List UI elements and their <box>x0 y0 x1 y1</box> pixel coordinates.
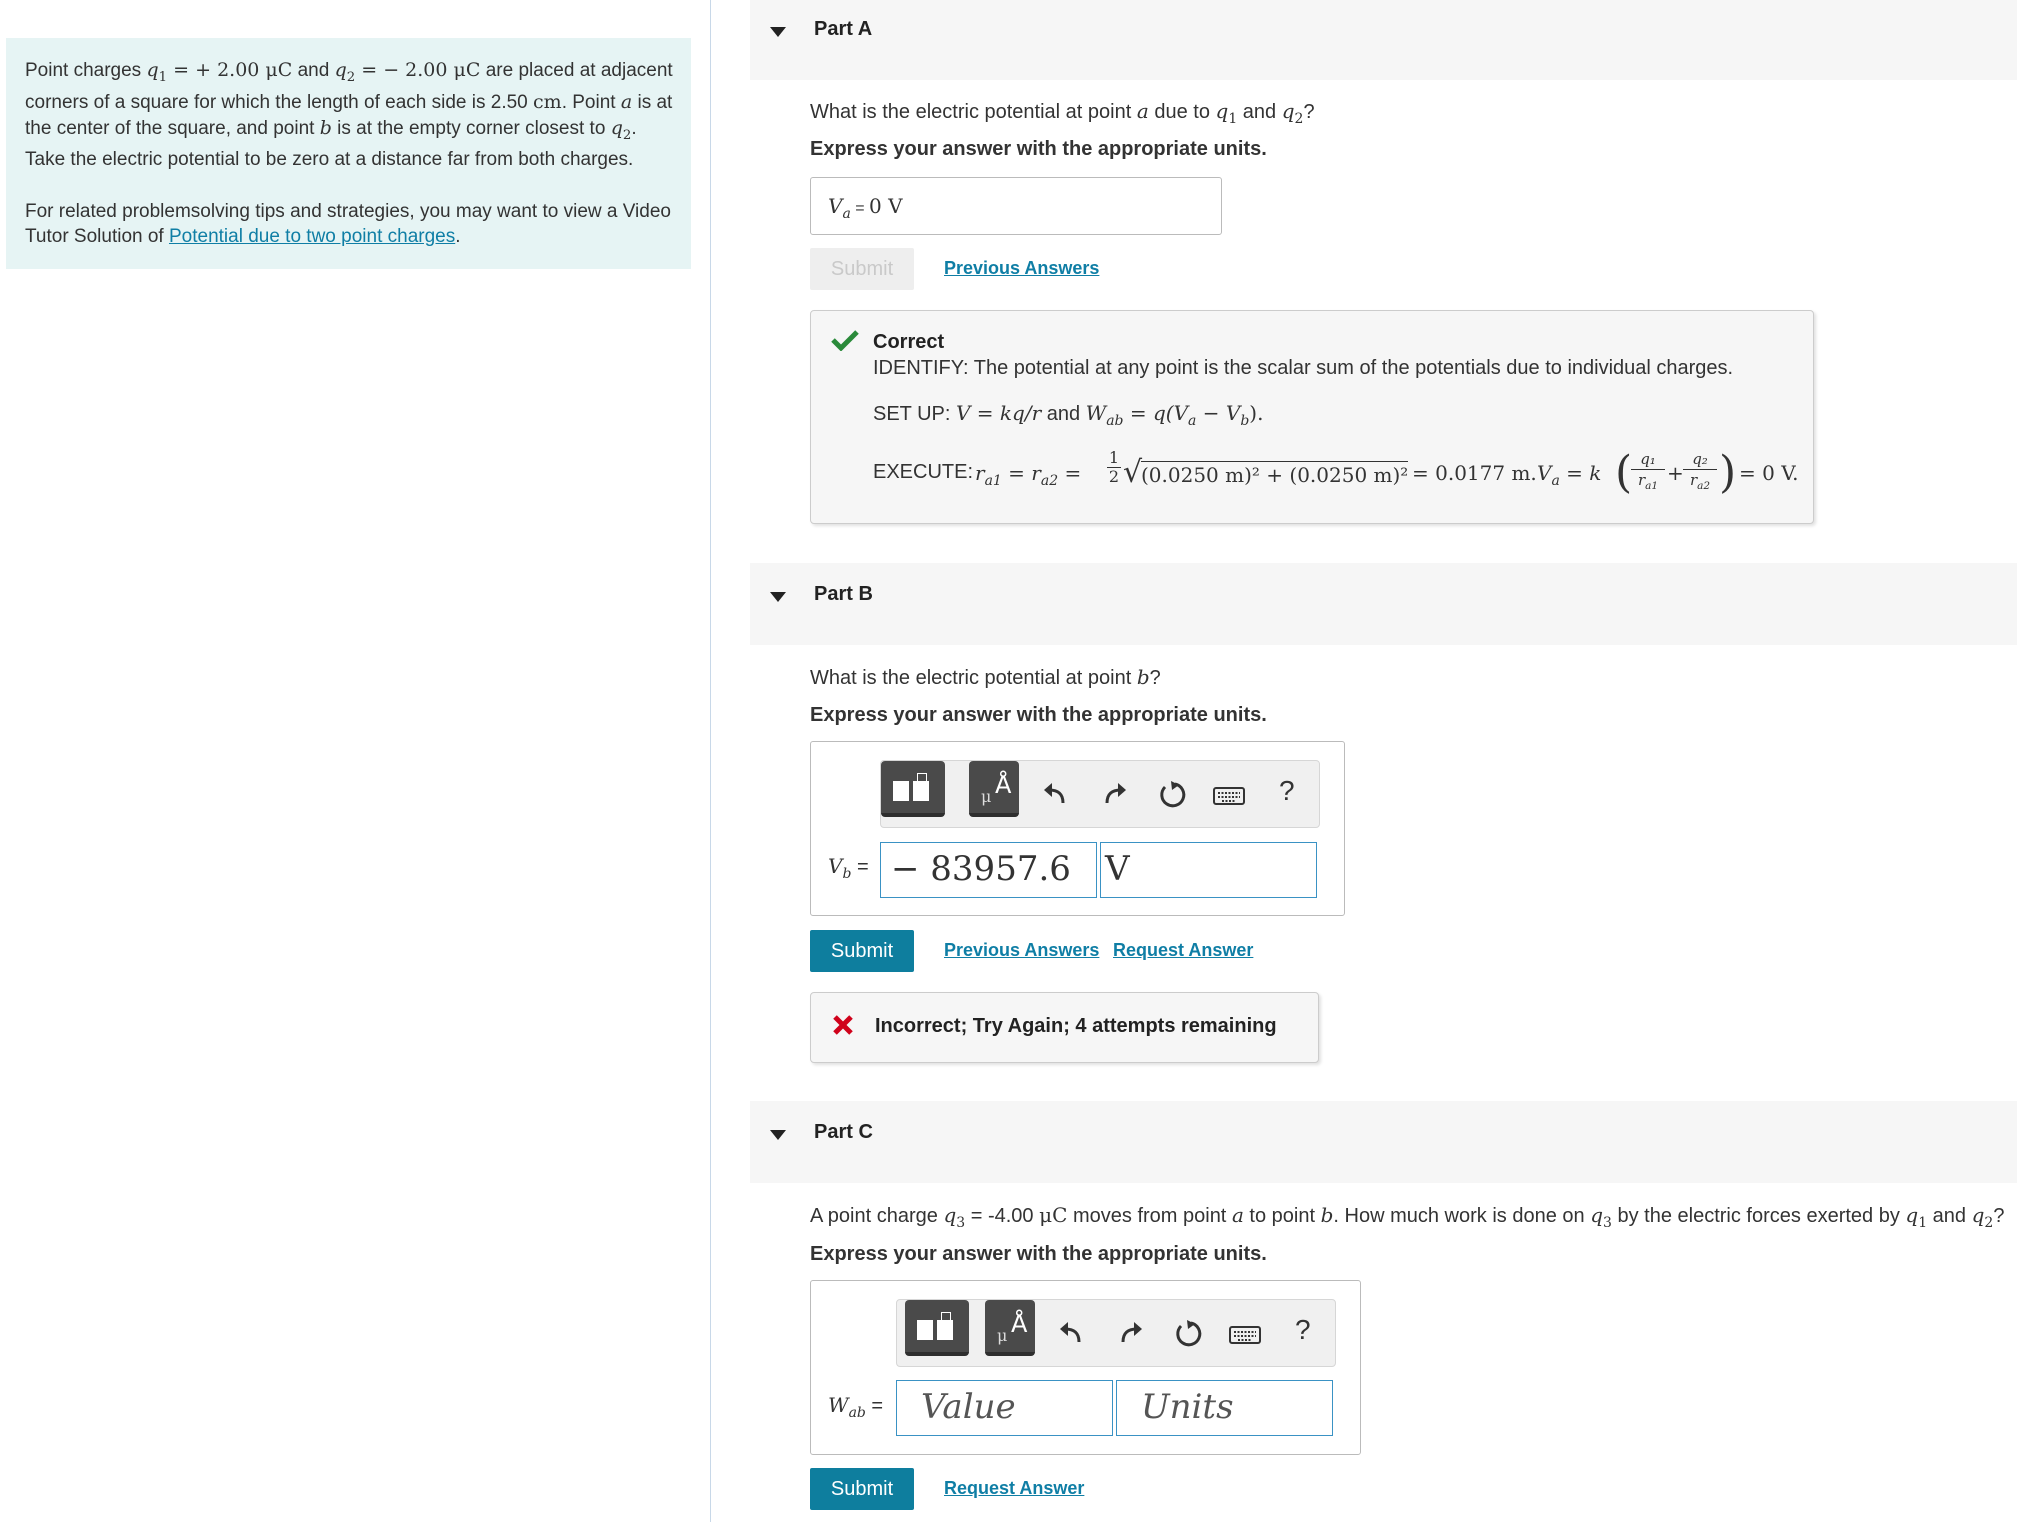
part-b-units-input[interactable]: V <box>1100 842 1317 898</box>
part-a-submit-button[interactable]: Submit <box>810 248 914 290</box>
part-b-previous-answers-link[interactable]: Previous Answers <box>944 940 1100 960</box>
feedback-message: Incorrect; Try Again; 4 attempts remaining <box>875 1015 1277 1037</box>
part-a-answer: $V_a = 0$ V <box>828 194 903 222</box>
math-toolbar <box>880 760 1320 828</box>
part-c-title: Part C <box>814 1121 873 1143</box>
problem-text: Point charges $q_1$ = + 2.00 μC and $q_2$ = − 2.00 μC are placed at adjacent corners of a square for which the length of each side is 2.50 cm. Point a is at the center of the square, and point b is at the empty corner closest to $q_2$. Take the electric potential to be zero at a distance far from both charges. <box>25 59 673 171</box>
part-b-submit-button[interactable]: Submit <box>810 930 914 972</box>
checkmark-icon <box>831 329 859 351</box>
help-icon[interactable]: ? <box>1279 775 1295 806</box>
part-c-value-input[interactable]: Value <box>896 1380 1113 1436</box>
part-c-answer-widget <box>810 1280 1361 1455</box>
part-b-question: What is the electric potential at point b? <box>810 665 1161 689</box>
part-a-answer-box <box>810 177 1222 235</box>
part-b-feedback <box>810 992 1319 1063</box>
reset-icon[interactable] <box>1157 779 1187 809</box>
part-c-answer-label: $W_{ab}$ = <box>828 1393 884 1421</box>
part-b-answer-widget <box>810 741 1345 916</box>
part-c-header[interactable] <box>750 1101 2017 1183</box>
part-b-answer-label: $V_b$ = <box>828 854 869 882</box>
part-b-value-input[interactable]: − 83957.6 <box>880 842 1097 898</box>
part-c-request-answer-link[interactable]: Request Answer <box>944 1478 1085 1498</box>
x-mark-icon <box>831 1013 855 1037</box>
triangle-down-icon[interactable] <box>770 27 786 37</box>
help-icon[interactable]: ? <box>1295 1314 1311 1345</box>
part-a-instruction: Express your answer with the appropriate units. <box>810 138 1267 160</box>
part-b-header[interactable] <box>750 563 2017 645</box>
video-tutor-note: For related problemsolving tips and strategies, you may want to view a Video Tutor Solution of Potential due to two point charges. <box>25 201 671 247</box>
triangle-down-icon[interactable] <box>770 592 786 602</box>
part-a-header[interactable] <box>750 0 2017 80</box>
part-a-question: What is the electric potential at point a due to $q_1$ and $q_2$? <box>810 99 1315 127</box>
undo-icon[interactable] <box>1057 1318 1087 1348</box>
templates-icon[interactable] <box>905 1300 969 1356</box>
part-a-previous-answers-link[interactable]: Previous Answers <box>944 258 1100 278</box>
math-toolbar <box>896 1299 1336 1367</box>
column-divider <box>710 0 711 1522</box>
units-icon[interactable]: μ Å <box>969 761 1019 817</box>
redo-icon[interactable] <box>1099 779 1129 809</box>
keyboard-icon[interactable] <box>1213 781 1245 811</box>
redo-icon[interactable] <box>1115 1318 1145 1348</box>
part-c-question: A point charge $q_3 = -4.00$ μC moves from point a to point b. How much work is done on $q_3$ by the electric forces exerted by $q_1$ and $q_2$? <box>810 1203 2005 1231</box>
feedback-title: Correct <box>873 331 945 353</box>
part-c-submit-button[interactable]: Submit <box>810 1468 914 1510</box>
reset-icon[interactable] <box>1173 1318 1203 1348</box>
undo-icon[interactable] <box>1041 779 1071 809</box>
triangle-down-icon[interactable] <box>770 1130 786 1140</box>
keyboard-icon[interactable] <box>1229 1320 1261 1350</box>
part-c-instruction: Express your answer with the appropriate units. <box>810 1243 1267 1265</box>
feedback-setup: SET UP: V = kq/r and $W_{ab} = q(V_a - V_b)$. <box>873 401 1264 429</box>
video-tutor-link[interactable]: Potential due to two point charges <box>168 225 456 247</box>
templates-icon[interactable] <box>881 761 945 817</box>
units-icon[interactable]: μ Å <box>985 1300 1035 1356</box>
feedback-identify: IDENTIFY: The potential at any point is the scalar sum of the potentials due to individual charges. <box>873 357 1734 379</box>
part-b-title: Part B <box>814 583 873 605</box>
problem-statement <box>6 38 691 269</box>
part-a-title: Part A <box>814 18 873 40</box>
part-c-units-input[interactable]: Units <box>1116 1380 1333 1436</box>
part-b-instruction: Express your answer with the appropriate units. <box>810 704 1267 726</box>
part-a-feedback: Correct IDENTIFY: The potential at any point is the scalar sum of the potentials due to individual charges. SET UP: V = kq/r and $W_{ab} = q(V_a - V_b)$. EXECUTE: $r_{a1} = r_{a2}$ = 1 2 √ (0.0250 m)² + (0.0250 m)² = 0.0177 m. $V_a = k$ ( q₁ $r_{a1}$ + q₂ $r_{a2}$ ) = 0 V. <box>810 310 1814 524</box>
part-b-request-answer-link[interactable]: Request Answer <box>1113 940 1254 960</box>
